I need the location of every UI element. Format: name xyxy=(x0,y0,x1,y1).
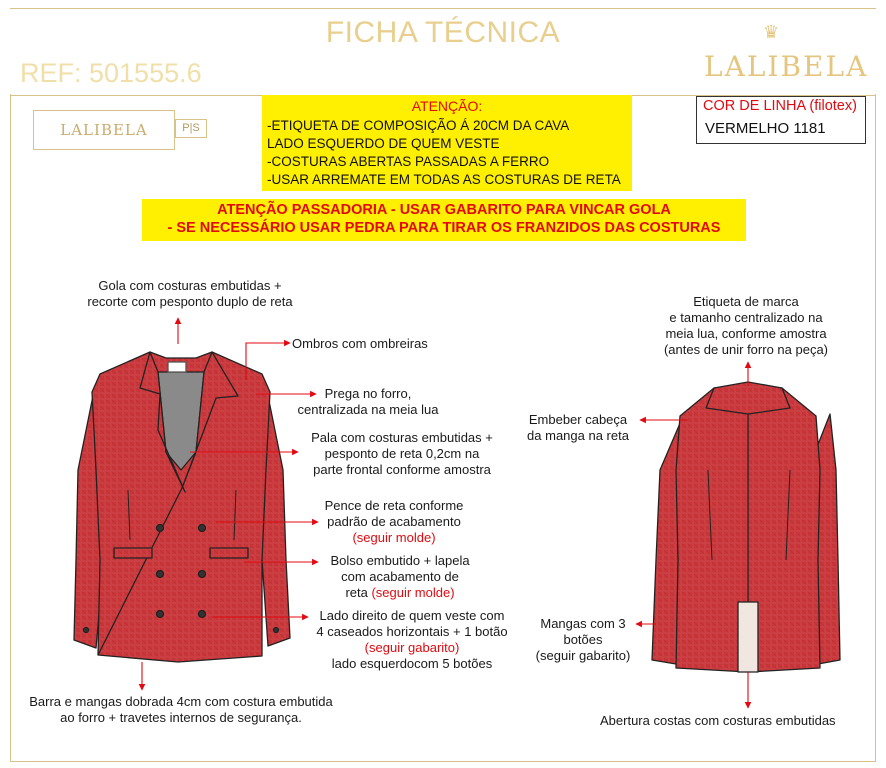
note-line: e tamanho centralizado na xyxy=(669,310,823,325)
note-pocket xyxy=(320,553,480,601)
note-line: centralizada na meia lua xyxy=(297,402,439,417)
thread-color-value: VERMELHO 1181 xyxy=(705,120,826,137)
attention-line: -COSTURAS ABERTAS PASSADAS A FERRO xyxy=(267,154,550,169)
back-collar xyxy=(706,382,790,414)
note-line: Pence de reta conforme xyxy=(324,498,464,513)
thread-color-title: COR DE LINHA (filotex) xyxy=(703,98,857,114)
attention-title: ATENÇÃO: xyxy=(411,98,483,114)
note-red-line: (seguir molde) xyxy=(352,530,436,545)
note-line: ao forro + travetes internos de segurança. xyxy=(60,710,302,725)
note-line: Barra e mangas dobrada 4cm com costura embutida xyxy=(29,694,333,709)
note-back-vent: Abertura costas com costuras embutidas xyxy=(600,713,836,728)
back-jacket-drawing xyxy=(652,382,840,672)
reference-code: REF: 501555.6 xyxy=(20,58,202,88)
note-line: Gola com costuras embutidas + xyxy=(98,278,282,293)
note-shoulders: Ombros com ombreiras xyxy=(292,336,428,351)
note-line: padrão de acabamento xyxy=(327,514,461,529)
attention-line: -USAR ARREMATE EM TODAS AS COSTURAS DE RETA xyxy=(267,172,621,187)
note-line: Embeber cabeça xyxy=(528,412,628,427)
attention-line: -ETIQUETA DE COMPOSIÇÃO Á 20CM DA CAVA xyxy=(267,118,570,133)
ironing-line: ATENÇÃO PASSADORIA - USAR GABARITO PARA VINCAR GOLA xyxy=(217,202,671,218)
note-sleeve-cap xyxy=(516,412,640,444)
front-jacket-drawing xyxy=(74,352,290,662)
note-line: lado esquerdocom 5 botões xyxy=(331,656,493,671)
note-lining-pleat xyxy=(288,386,448,418)
note-line: Etiqueta de marca xyxy=(693,294,799,309)
note-line: (antes de unir forro na peça) xyxy=(663,342,829,357)
note-line: Mangas com 3 xyxy=(540,616,626,631)
brand-logo: LALIBELA xyxy=(704,50,869,83)
page-title: FICHA TÉCNICA xyxy=(325,16,561,49)
brand-label-preview: LALIBELA xyxy=(33,110,175,150)
note-line: com acabamento de xyxy=(341,569,459,584)
note-line: Pala com costuras embutidas + xyxy=(311,430,493,445)
note-line: Bolso embutido + lapela xyxy=(330,553,470,568)
note-line: 4 caseados horizontais + 1 botão xyxy=(316,624,508,639)
note-line: reta xyxy=(345,585,372,600)
note-line: da manga na reta xyxy=(527,428,629,443)
note-collar xyxy=(74,278,306,310)
note-brand-label xyxy=(640,294,852,358)
note-line: recorte com pesponto duplo de reta xyxy=(87,294,293,309)
note-line: Prega no forro, xyxy=(324,386,412,401)
note-right-side xyxy=(310,608,514,672)
note-line: pesponto de reta 0,2cm na xyxy=(324,446,480,461)
note-sleeve-buttons xyxy=(526,616,640,664)
note-line: parte frontal conforme amostra xyxy=(313,462,491,477)
ironing-line: - SE NECESSÁRIO USAR PEDRA PARA TIRAR OS FRANZIDOS DAS COSTURAS xyxy=(167,220,721,236)
note-line: botões xyxy=(563,632,603,647)
note-dart xyxy=(318,498,470,546)
note-hem xyxy=(16,694,346,726)
size-label-preview: P|S xyxy=(175,119,207,138)
note-yoke xyxy=(300,430,504,478)
note-line: Lado direito de quem veste com xyxy=(319,608,505,623)
note-line: meia lua, conforme amostra xyxy=(665,326,827,341)
attention-line: LADO ESQUERDO DE QUEM VESTE xyxy=(267,136,500,151)
note-red-line: (seguir gabarito) xyxy=(364,640,460,655)
note-line: (seguir gabarito) xyxy=(535,648,631,663)
note-red-line: (seguir molde) xyxy=(371,585,455,600)
bee-logo-icon: ♛ xyxy=(763,22,780,42)
